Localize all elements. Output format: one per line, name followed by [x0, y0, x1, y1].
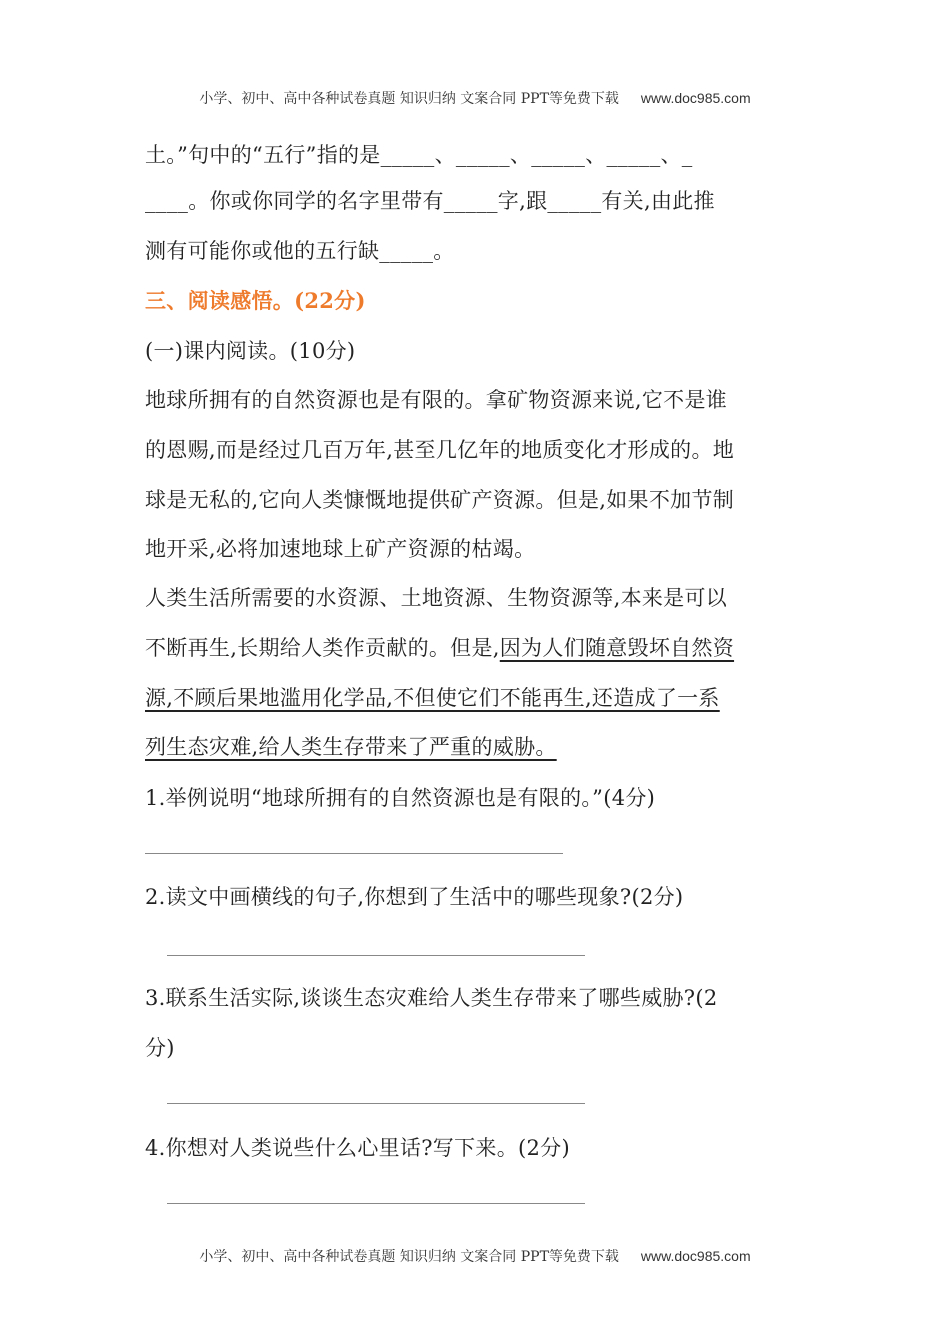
question-1: 1.举例说明“地球所拥有的自然资源也是有限的。”(4分) [145, 786, 656, 810]
passage-line [145, 635, 810, 661]
answer-line-3[interactable] [167, 1103, 585, 1104]
underlined-sentence: 因为人们随意毁坏自然资 [499, 636, 735, 660]
passage-line: 球是无私的,它向人类慷慨地提供矿产资源。但是,如果不加节制 [145, 488, 735, 512]
header-text: 小学、初中、高中各种试卷真题 知识归纳 文案合同 PPT等免费下载 [199, 91, 619, 107]
footer-url: www.doc985.com [640, 1248, 751, 1264]
underlined-sentence: 列生态灾难,给人类生存带来了严重的威胁。 [145, 735, 557, 759]
question-3: 3.联系生活实际,谈谈生态灾难给人类生存带来了哪些威胁?(2 [145, 986, 718, 1010]
answer-line-4[interactable] [167, 1203, 585, 1204]
question-2: 2.读文中画横线的句子,你想到了生活中的哪些现象?(2分) [145, 885, 684, 909]
passage-line: 人类生活所需要的水资源、土地资源、生物资源等,本来是可以 [145, 586, 728, 610]
footer-text: 小学、初中、高中各种试卷真题 知识归纳 文案合同 PPT等免费下载 [199, 1249, 619, 1265]
answer-line-1[interactable] [145, 853, 563, 854]
passage-text: 不断再生,长期给人类作贡献的。但是, [145, 636, 500, 660]
fill-blank-line-1: 土。”句中的“五行”指的是_____、_____、_____、_____、_ [145, 143, 693, 167]
page-header [0, 88, 950, 108]
passage-line: 的恩赐,而是经过几百万年,甚至几亿年的地质变化才形成的。地 [145, 438, 735, 462]
passage-line: 地球所拥有的自然资源也是有限的。拿矿物资源来说,它不是谁 [145, 388, 728, 412]
question-4: 4.你想对人类说些什么心里话?写下来。(2分) [145, 1136, 570, 1160]
page-footer [0, 1246, 950, 1266]
answer-line-2[interactable] [167, 955, 585, 956]
underlined-sentence: 源,不顾后果地滥用化学品,不但使它们不能再生,还造成了一系 [145, 686, 720, 710]
fill-blank-line-2: ____。你或你同学的名字里带有_____字,跟_____有关,由此推 [145, 189, 715, 213]
question-3-continued: 分) [145, 1036, 175, 1060]
subsection-title: (一)课内阅读。(10分) [145, 339, 356, 363]
fill-blank-line-3: 测有可能你或他的五行缺_____。 [145, 239, 455, 263]
section-title: 三、阅读感悟。(22分) [145, 288, 366, 313]
header-url: www.doc985.com [640, 90, 751, 106]
passage-line: 地开采,必将加速地球上矿产资源的枯竭。 [145, 537, 536, 561]
